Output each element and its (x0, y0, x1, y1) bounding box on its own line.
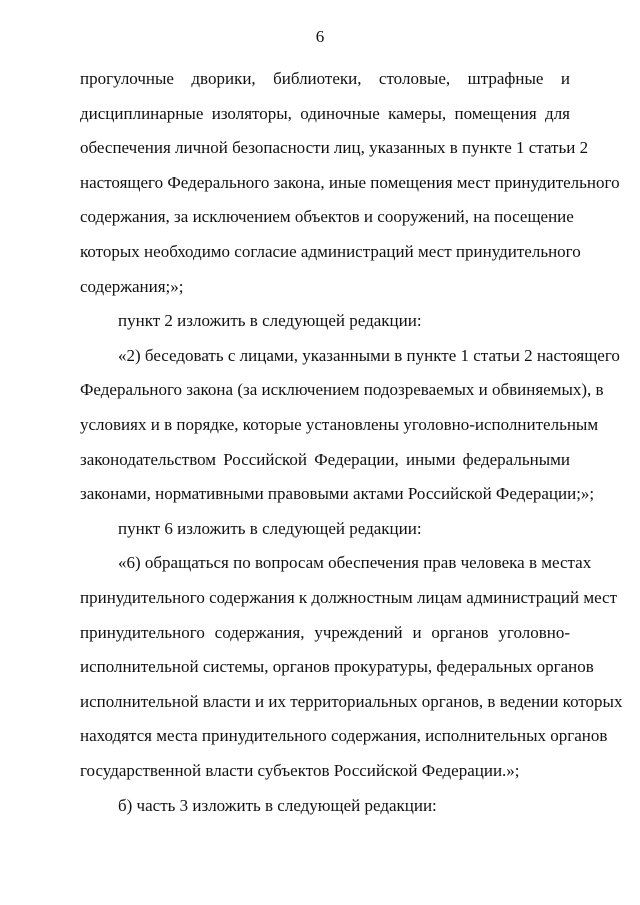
text-line: пункт 2 изложить в следующей редакции: (118, 311, 422, 331)
text-line: находятся места принудительного содержания, исполнительных органов (80, 726, 608, 746)
text-line: исполнительной системы, органов прокуратуры, федеральных органов (80, 657, 594, 677)
text-line: Федерального закона (за исключением подозреваемых и обвиняемых), в (80, 380, 604, 400)
text-line: содержания;»; (80, 276, 184, 296)
text-line: обеспечения личной безопасности лиц, указанных в пункте 1 статьи 2 (80, 138, 589, 158)
text-line: законами, нормативными правовыми актами Российской Федерации;»; (80, 484, 595, 504)
text-line: принудительного содержания, учреждений и органов уголовно- (80, 622, 570, 642)
text-line: «6) обращаться по вопросам обеспечения прав человека в местах (118, 553, 592, 573)
text-line: «2) беседовать с лицами, указанными в пункте 1 статьи 2 настоящего (118, 345, 620, 365)
text-line: настоящего Федерального закона, иные помещения мест принудительного (80, 172, 620, 192)
text-line: принудительного содержания к должностным лицам администраций мест (80, 588, 618, 607)
text-line: которых необходимо согласие администраций мест принудительного (80, 242, 581, 261)
text-line: дисциплинарные изоляторы, одиночные камеры, помещения для (80, 103, 570, 123)
text-line: содержания, за исключением объектов и сооружений, на посещение (80, 207, 574, 227)
text-line: государственной власти субъектов Российской Федерации.»; (80, 761, 520, 780)
text-line: б) часть 3 изложить в следующей редакции: (118, 795, 437, 815)
text-line: исполнительной власти и их территориальных органов, в ведении которых (80, 691, 623, 711)
text-line: пункт 6 изложить в следующей редакции: (118, 518, 422, 538)
text-line: законодательством Российской Федерации, иными федеральными (80, 449, 570, 469)
text-line: условиях и в порядке, которые установлены уголовно-исполнительным (80, 415, 599, 434)
text-line: прогулочные дворики, библиотеки, столовые, штрафные и (80, 69, 570, 88)
page-number: 6 (315, 27, 325, 46)
